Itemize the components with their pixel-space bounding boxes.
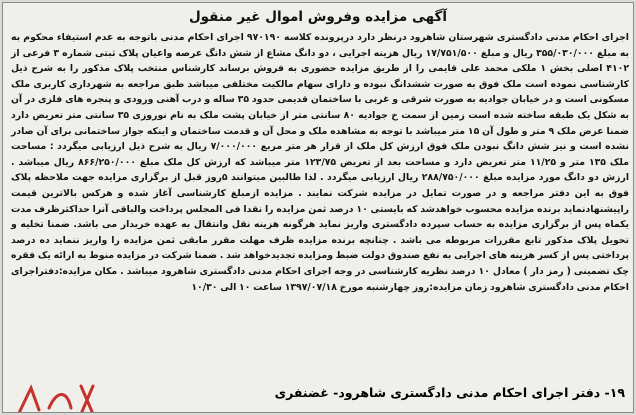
notice-card: [2, 2, 634, 413]
notice-body-paragraph: اجرای احکام مدنی دادگستری شهرستان شاهرود درنظر دارد درپرونده کلاسه ۹۷۰۱۹۰ اجرای احکام مدنی باتوجه به عدم استیفاء محکوم به به مبلغ ۳۵۵/۰۳۰/۰۰۰ ریال و مبلغ ۱۷/۷۵۱/۵۰۰ ریال هزینه اجرایی ، دو دانگ مشاع از شش دانگ عرصه واعیان پلاک ثبتی شماره ۳ فرعی از ۴۱۰۲ اصلی بخش ۱ ملکی محمد علی قایمی را از طریق مزایده حضوری به فروش برساند کارشناس منتخب پلاک مذکور را به شرح ذیل کارشناسی نموده است ملک فوق به صورت ششدانگ نبوده و دارای سهام مالکیت مختلفی میباشد طبق مراجعه به شهرداری کاربری ملک مسکونی است و در خیابان جوادیه به صورت شرقی و غربی با ساختمان قدیمی حدود ۳۵ ساله و درب آهنی ورودی و پنجره های فلزی در آن به شکل یک طبقه ساخته شده است زمین از سمت خ جوادیه ۸۰ سانتی متر از خیابان پشت ملک به نام نوروزی ۳۵ سانتی متر تعریض دارد ضمنا عرض ملک ۹ متر و طول آن ۱۵ متر میباشد با توجه به مشاهده ملک و محل آن و قدمت ساختمان و اینکه جواز ساختمانی برای آن صادر نشده است و نیز شش دانگ نبودن ملک فوق ارزش کل ملک از قرار هر متر مربع ۷/۰۰۰/۰۰۰ ریال به شرح ذیل ارزیابی میگردد : مساحت ملک ۱۳۵ متر و ۱۱/۲۵ متر تعریض دارد و مساحت بعد از تعریض ۱۲۳/۷۵ متر میباشد که ارزش کل ملک مبلغ ۸۶۶/۲۵۰/۰۰۰ ریال میباشد . ارزش دو دانگ مورد مزایده مبلغ ۲۸۸/۷۵۰/۰۰۰ ریال ارزیابی میگردد . لذا طالبین میتوانند ۵روز قبل از برگزاری مزایده جهت ملاحظه پلاک فوق به این دفتر مراجعه و در صورت تمایل در مزایده شرکت نمایند . مزایده ازمبلغ کارشناسی آغاز شده و هرکس بالاترین قیمت راپیشنهادنماید برنده مزایده محسوب خواهدشد که بایستی ۱۰ درصد ثمن مزایده را نقدا فی المجلس پرداخت والباقی آنرا حداکثرظرف مدت یکماه پس از برگزاری مزایده به حساب سپرده دادگستری واریز نماید هرگونه هزینه نقل وانتقال به عهده خریدار می باشد. ضمنا تخلیه و تحویل پلاک مذکور تابع مقررات مربوطه می باشد . چنانچه برنده مزایده ظرف مهلت مقرر مابقی ثمن مزایده را واریز ننماید ده درصد پرداختی پس از کسر هزینه های اجرایی به نفع صندوق دولت ضبط ومزایده تجدیدخواهد شد . ضمنا شرکت در مزایده منوط به ارائه یک فقره چک تضمینی ( رمز دار ) معادل ۱۰ درصد نظریه کارشناسی در وجه اجرای احکام مدنی دادگستری شاهرود میباشد . مکان مزایده:دفتراجرای احکام مدنی دادگستری شاهرود زمان مزایده:روز چهارشنبه مورخ ۱۳۹۷/۰۷/۱۸ ساعت ۱۰ الی ۱۰/۳۰: [11, 32, 630, 293]
notice-signature: ۱۹- دفتر اجرای احکام مدنی دادگستری شاهرود- غضنفری: [274, 385, 625, 400]
handwritten-mark-icon: [9, 358, 129, 413]
notice-title: آگهی مزایده وفروش اموال غیر منقول: [188, 9, 448, 25]
notice-body: [11, 30, 629, 295]
